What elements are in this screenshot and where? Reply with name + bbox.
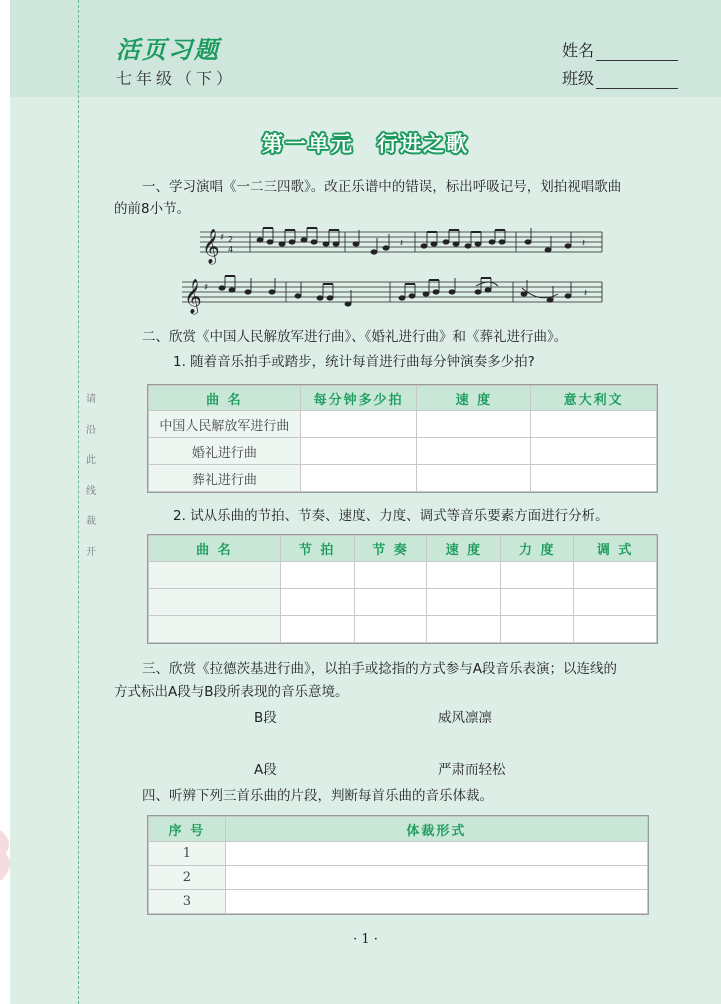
q2-intro: 二、欣赏《中国人民解放军进行曲》、《婚礼进行曲》和《葬礼进行曲》。 bbox=[142, 329, 568, 345]
svg-text:𝄞: 𝄞 bbox=[202, 229, 220, 264]
elements-header-dynamics: 力 度 bbox=[501, 536, 574, 562]
time-signature-top: 2 bbox=[228, 235, 234, 244]
elements-cell[interactable] bbox=[280, 562, 354, 589]
tempo-header-piece: 曲 名 bbox=[149, 386, 301, 411]
q2-sub1: 1. 随着音乐拍手或踏步，统计每首进行曲每分钟演奏多少拍? bbox=[173, 354, 535, 370]
tempo-cell[interactable] bbox=[417, 438, 531, 465]
class-blank[interactable] bbox=[596, 75, 678, 89]
tempo-cell[interactable] bbox=[300, 438, 417, 465]
elements-cell[interactable] bbox=[574, 616, 657, 643]
tempo-header-italian: 意大利文 bbox=[531, 386, 657, 411]
tempo-cell[interactable] bbox=[300, 465, 417, 492]
cut-line-char: 请 bbox=[86, 394, 96, 405]
elements-cell[interactable] bbox=[427, 589, 501, 616]
genre-answer-cell[interactable] bbox=[225, 890, 647, 914]
svg-text:♯: ♯ bbox=[204, 283, 209, 293]
elements-cell[interactable] bbox=[427, 562, 501, 589]
music-staff-icon bbox=[180, 224, 610, 316]
tempo-table bbox=[148, 385, 657, 492]
elements-cell[interactable] bbox=[574, 589, 657, 616]
a-section-label[interactable]: A段 bbox=[254, 762, 277, 778]
class-label: 班级 bbox=[562, 69, 595, 88]
svg-text:𝄽: 𝄽 bbox=[400, 238, 404, 249]
b-section-label[interactable]: B段 bbox=[254, 710, 277, 726]
q4-intro: 四、听辨下列三首乐曲的片段，判断每首乐曲的音乐体裁。 bbox=[142, 788, 493, 804]
svg-text:𝄽: 𝄽 bbox=[584, 288, 588, 299]
mood-option-1[interactable]: 威风凛凛 bbox=[438, 710, 492, 726]
elements-row-label[interactable] bbox=[149, 616, 281, 643]
elements-header-piece: 曲 名 bbox=[149, 536, 281, 562]
grade-label: 七年级（下） bbox=[116, 69, 237, 88]
tempo-cell[interactable] bbox=[531, 411, 657, 438]
genre-row-number: 2 bbox=[149, 866, 226, 890]
name-blank[interactable] bbox=[596, 47, 678, 61]
elements-cell[interactable] bbox=[280, 589, 354, 616]
tempo-cell[interactable] bbox=[531, 465, 657, 492]
decorative-flower-icon bbox=[0, 820, 18, 890]
tempo-row-label: 婚礼进行曲 bbox=[149, 438, 301, 465]
elements-cell[interactable] bbox=[354, 616, 427, 643]
cut-line-char: 沿 bbox=[86, 424, 96, 436]
time-signature-bottom: 4 bbox=[228, 245, 234, 254]
q3-line2: 方式标出A段与B段所表现的音乐意境。 bbox=[114, 684, 349, 700]
genre-table bbox=[148, 816, 648, 914]
elements-row-label[interactable] bbox=[149, 589, 281, 616]
svg-text:♯: ♯ bbox=[220, 233, 225, 243]
elements-header-rhythm: 节 奏 bbox=[354, 536, 427, 562]
tempo-cell[interactable] bbox=[300, 411, 417, 438]
elements-cell[interactable] bbox=[501, 589, 574, 616]
elements-cell[interactable] bbox=[354, 562, 427, 589]
q3-line1: 三、欣赏《拉德茨基进行曲》，以拍手或捻指的方式参与A段音乐表演；以连线的 bbox=[142, 661, 617, 677]
worksheet-page bbox=[10, 0, 721, 1004]
genre-answer-cell[interactable] bbox=[225, 842, 647, 866]
elements-row-label[interactable] bbox=[149, 562, 281, 589]
elements-table bbox=[148, 535, 657, 643]
q1-line2: 的前8小节。 bbox=[114, 201, 191, 217]
q2-sub2: 2. 试从乐曲的节拍、节奏、速度、力度、调式等音乐要素方面进行分析。 bbox=[173, 508, 609, 524]
elements-cell[interactable] bbox=[280, 616, 354, 643]
page-number: · 1 · bbox=[353, 932, 378, 947]
svg-text:𝄽: 𝄽 bbox=[582, 238, 586, 249]
tempo-header-speed: 速 度 bbox=[417, 386, 531, 411]
genre-header-number: 序 号 bbox=[149, 817, 226, 842]
elements-cell[interactable] bbox=[501, 562, 574, 589]
tempo-row-label: 葬礼进行曲 bbox=[149, 465, 301, 492]
class-field[interactable] bbox=[562, 66, 678, 89]
name-field[interactable] bbox=[562, 38, 678, 61]
tempo-row-label: 中国人民解放军进行曲 bbox=[149, 411, 301, 438]
cut-line-instruction bbox=[86, 390, 102, 573]
cut-line-char: 裁 bbox=[86, 516, 96, 527]
q1-line1: 一、学习演唱《一二三四歌》。改正乐谱中的错误，标出呼吸记号，划拍视唱歌曲 bbox=[142, 179, 622, 195]
tempo-cell[interactable] bbox=[417, 465, 531, 492]
elements-cell[interactable] bbox=[354, 589, 427, 616]
elements-header-mode: 调 式 bbox=[574, 536, 657, 562]
genre-answer-cell[interactable] bbox=[225, 866, 647, 890]
tempo-cell[interactable] bbox=[417, 411, 531, 438]
mood-option-2[interactable]: 严肃而轻松 bbox=[438, 762, 506, 778]
elements-cell[interactable] bbox=[501, 616, 574, 643]
genre-header-form: 体裁形式 bbox=[225, 817, 647, 842]
tempo-cell[interactable] bbox=[531, 438, 657, 465]
cut-line-char: 线 bbox=[86, 485, 96, 497]
unit-title: 第一单元 行进之歌 bbox=[262, 132, 469, 156]
genre-row-number: 3 bbox=[149, 890, 226, 914]
cut-line-char: 此 bbox=[86, 455, 96, 466]
elements-header-meter: 节 拍 bbox=[280, 536, 354, 562]
tempo-header-bpm: 每分钟多少拍 bbox=[300, 386, 417, 411]
elements-cell[interactable] bbox=[574, 562, 657, 589]
svg-text:𝄞: 𝄞 bbox=[184, 279, 202, 314]
cut-line-char: 开 bbox=[86, 546, 96, 558]
elements-cell[interactable] bbox=[427, 616, 501, 643]
elements-header-tempo: 速 度 bbox=[427, 536, 501, 562]
name-label: 姓名 bbox=[562, 41, 595, 60]
series-title: 活页习题 bbox=[116, 35, 220, 64]
genre-row-number: 1 bbox=[149, 842, 226, 866]
